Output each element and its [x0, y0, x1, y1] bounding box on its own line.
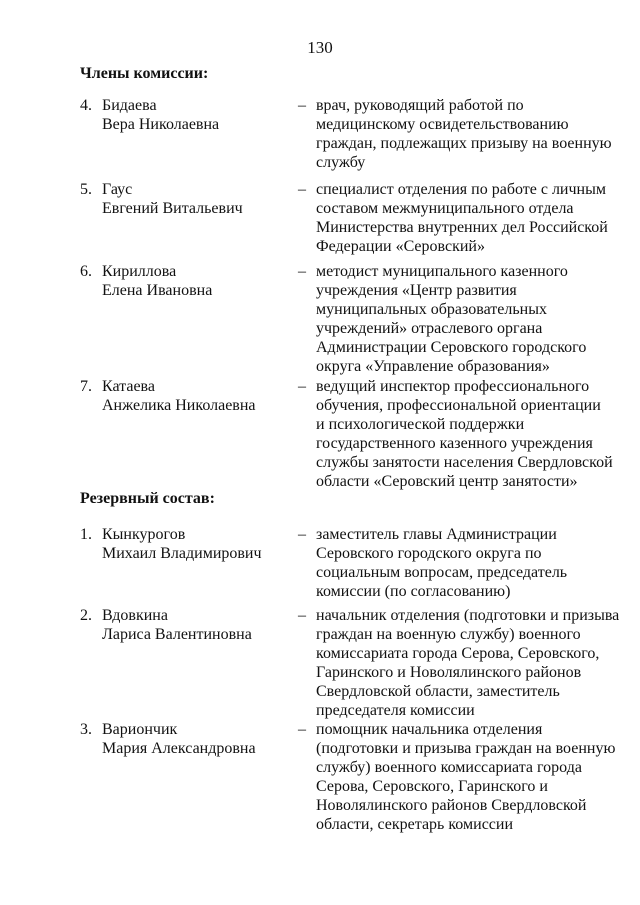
entry-name	[102, 525, 292, 563]
entry-dash: –	[298, 721, 306, 738]
description-line: области, секретарь комиссии	[316, 816, 514, 833]
description-line: Министерства внутренних дел Российской	[316, 219, 608, 236]
entry-number: 4.	[80, 97, 92, 114]
description-line: и психологической поддержки	[316, 416, 525, 433]
entry-name	[102, 377, 292, 415]
entry-number: 5.	[80, 181, 92, 198]
entry-number: 1.	[80, 526, 92, 543]
entry-surname: Вариончик	[102, 721, 178, 738]
entry-name	[102, 606, 292, 644]
entry-given-name: Евгений Витальевич	[102, 200, 243, 217]
description-line: комиссии (по согласованию)	[316, 583, 511, 600]
description-line: государственного казенного учреждения	[316, 435, 593, 452]
description-line: Серова, Серовского, Гаринского и	[316, 778, 548, 795]
reserve-heading: Резервный состав:	[80, 490, 215, 507]
description-line: Серовского городского округа по	[316, 545, 542, 562]
description-line: учреждений» отраслевого органа	[316, 320, 543, 337]
entry-description	[316, 525, 616, 601]
entry-description	[316, 377, 616, 491]
description-line: врач, руководящий работой по	[316, 97, 524, 114]
entry-description	[316, 720, 616, 834]
entry-given-name: Михаил Владимирович	[102, 545, 262, 562]
description-line: начальник отделения (подготовки и призыва	[316, 607, 620, 624]
description-line: ведущий инспектор профессионального	[316, 378, 590, 395]
description-line: комиссариата города Серова, Серовского,	[316, 645, 600, 662]
entry-dash: –	[298, 526, 306, 543]
description-line: обучения, профессиональной ориентации	[316, 397, 601, 414]
entry-description	[316, 180, 616, 256]
entry-surname: Кынкурогов	[102, 526, 186, 543]
entry-number: 3.	[80, 721, 92, 738]
entry-surname: Гаус	[102, 181, 133, 198]
entry-name	[102, 96, 292, 134]
entry-name	[102, 720, 292, 758]
description-line: граждан на военную службу) военного	[316, 626, 581, 643]
entry-given-name: Елена Ивановна	[102, 282, 213, 299]
description-line: социальным вопросам, председатель	[316, 564, 568, 581]
entry-name	[102, 262, 292, 300]
entry-given-name: Лариса Валентиновна	[102, 626, 252, 643]
entry-dash: –	[298, 263, 306, 280]
entry-description	[316, 96, 616, 172]
description-line: службы занятости населения Свердловской	[316, 454, 613, 471]
description-line: (подготовки и призыва граждан на военную	[316, 740, 616, 757]
entry-given-name: Вера Николаевна	[102, 116, 220, 133]
description-line: муниципальных образовательных	[316, 301, 547, 318]
description-line: граждан, подлежащих призыву на военную	[316, 135, 612, 152]
entry-dash: –	[298, 607, 306, 624]
description-line: помощник начальника отделения	[316, 721, 543, 738]
description-line: медицинскому освидетельствованию	[316, 116, 569, 133]
description-line: Федерации «Серовский»	[316, 238, 485, 255]
description-line: председателя комиссии	[316, 702, 475, 719]
description-line: учреждения «Центр развития	[316, 282, 517, 299]
entry-dash: –	[298, 97, 306, 114]
entry-name	[102, 180, 292, 218]
entry-dash: –	[298, 378, 306, 395]
description-line: округа «Управление образования»	[316, 358, 550, 375]
entry-given-name: Анжелика Николаевна	[102, 397, 256, 414]
entry-description	[316, 606, 620, 720]
entry-surname: Катаева	[102, 378, 155, 395]
description-line: составом межмуниципального отдела	[316, 200, 574, 217]
entry-dash: –	[298, 181, 306, 198]
description-line: области «Серовский центр занятости»	[316, 473, 578, 490]
entry-number: 2.	[80, 607, 92, 624]
entry-number: 7.	[80, 378, 92, 395]
description-line: специалист отделения по работе с личным	[316, 181, 606, 198]
entry-description	[316, 262, 616, 376]
description-line: Свердловской области, заместитель	[316, 683, 560, 700]
description-line: Гаринского и Новолялинского районов	[316, 664, 582, 681]
description-line: службу	[316, 154, 366, 171]
entry-surname: Кириллова	[102, 263, 177, 280]
members-heading: Члены комиссии:	[80, 65, 209, 82]
description-line: Администрации Серовского городского	[316, 339, 587, 356]
entry-number: 6.	[80, 263, 92, 280]
description-line: методист муниципального казенного	[316, 263, 568, 280]
description-line: заместитель главы Администрации	[316, 526, 557, 543]
entry-surname: Вдовкина	[102, 607, 168, 624]
description-line: службу) военного комиссариата города	[316, 759, 582, 776]
page-number: 130	[307, 38, 333, 57]
entry-surname: Бидаева	[102, 97, 157, 114]
description-line: Новолялинского районов Свердловской	[316, 797, 587, 814]
entry-given-name: Мария Александровна	[102, 740, 256, 757]
